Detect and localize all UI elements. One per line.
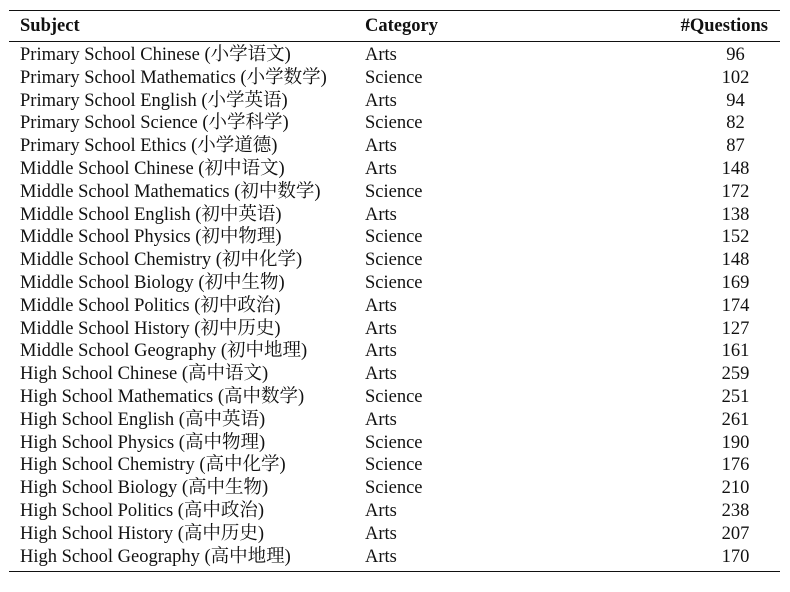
table-row — [9, 363, 780, 386]
cell-category: Science — [365, 432, 423, 453]
table-row — [9, 477, 780, 500]
cell-category: Arts — [365, 204, 397, 225]
table-row — [9, 135, 780, 158]
table-row — [9, 386, 780, 409]
cell-questions: 238 — [721, 500, 750, 521]
cell-category: Arts — [365, 523, 397, 544]
subject-table — [9, 10, 780, 572]
cell-category: Arts — [365, 158, 397, 179]
table-row — [9, 90, 780, 113]
cell-category: Arts — [365, 90, 397, 111]
cell-subject: Middle School Politics (初中政治) — [20, 295, 281, 316]
header-questions: #Questions — [635, 11, 780, 42]
table-row — [9, 340, 780, 363]
cell-subject: Middle School Geography (初中地理) — [20, 341, 308, 362]
cell-questions: 87 — [726, 136, 745, 157]
table-row — [9, 318, 780, 341]
cell-subject: Middle School History (初中历史) — [20, 318, 281, 339]
cell-subject: High School Biology (高中生物) — [20, 478, 269, 499]
table-row — [9, 67, 780, 90]
cell-subject: High School English (高中英语) — [20, 409, 266, 430]
table-row — [9, 42, 780, 67]
cell-questions: 170 — [721, 546, 750, 567]
table-row — [9, 523, 780, 546]
data-table — [9, 11, 780, 571]
cell-questions: 190 — [721, 432, 750, 453]
cell-subject: Primary School Chinese (小学语文) — [20, 45, 291, 65]
cell-questions: 169 — [721, 272, 750, 293]
cell-subject: Middle School Mathematics (初中数学) — [20, 181, 321, 202]
cell-category: Science — [365, 250, 423, 271]
table-row — [9, 249, 780, 272]
table-row — [9, 432, 780, 455]
cell-questions: 174 — [721, 295, 750, 316]
cell-subject: Primary School English (小学英语) — [20, 90, 288, 111]
cell-questions: 176 — [721, 455, 750, 476]
cell-category: Arts — [365, 136, 397, 157]
cell-category: Arts — [365, 318, 397, 339]
cell-questions: 138 — [721, 204, 750, 225]
cell-questions: 259 — [721, 364, 750, 385]
cell-questions: 148 — [721, 250, 750, 271]
table-row — [9, 546, 780, 572]
cell-questions: 152 — [721, 227, 750, 248]
cell-category: Arts — [365, 364, 397, 385]
cell-category: Arts — [365, 341, 397, 362]
table-row — [9, 226, 780, 249]
cell-category: Arts — [365, 500, 397, 521]
table-row — [9, 409, 780, 432]
cell-questions: 207 — [721, 523, 750, 544]
cell-subject: Middle School English (初中英语) — [20, 204, 282, 225]
cell-category: Arts — [365, 546, 397, 567]
table-row — [9, 204, 780, 227]
cell-questions: 251 — [721, 386, 750, 407]
cell-subject: High School Chinese (高中语文) — [20, 364, 269, 385]
cell-category: Science — [365, 478, 423, 499]
cell-subject: Middle School Chemistry (初中化学) — [20, 250, 303, 271]
cell-subject: High School Politics (高中政治) — [20, 500, 265, 521]
cell-category: Arts — [365, 45, 397, 65]
cell-subject: Primary School Science (小学科学) — [20, 113, 289, 134]
cell-questions: 82 — [726, 113, 745, 134]
cell-subject: Middle School Chinese (初中语文) — [20, 158, 285, 179]
cell-category: Science — [365, 181, 423, 202]
cell-questions: 261 — [721, 409, 750, 430]
table-row — [9, 181, 780, 204]
cell-category: Science — [365, 227, 423, 248]
cell-subject: High School Geography (高中地理) — [20, 546, 291, 567]
table-row — [9, 158, 780, 181]
cell-subject: High School History (高中历史) — [20, 523, 265, 544]
cell-questions: 102 — [721, 67, 750, 88]
cell-questions: 161 — [721, 341, 750, 362]
cell-category: Science — [365, 67, 423, 88]
cell-subject: High School Mathematics (高中数学) — [20, 386, 305, 407]
cell-subject: High School Chemistry (高中化学) — [20, 455, 286, 476]
cell-subject: Primary School Ethics (小学道德) — [20, 136, 278, 157]
header-row — [9, 11, 780, 42]
table-row — [9, 454, 780, 477]
cell-questions: 148 — [721, 158, 750, 179]
cell-category: Science — [365, 455, 423, 476]
cell-category: Science — [365, 113, 423, 134]
cell-subject: Middle School Physics (初中物理) — [20, 227, 282, 248]
cell-questions: 210 — [721, 478, 750, 499]
table-row — [9, 112, 780, 135]
table-row — [9, 272, 780, 295]
cell-questions: 172 — [721, 181, 750, 202]
table-bottom-rule — [9, 571, 780, 572]
table-row — [9, 295, 780, 318]
cell-category: Science — [365, 386, 423, 407]
cell-questions: 127 — [721, 318, 750, 339]
header-category: Category — [355, 11, 635, 42]
cell-category: Arts — [365, 409, 397, 430]
cell-questions: 94 — [726, 90, 745, 111]
header-subject: Subject — [9, 11, 355, 42]
cell-category: Arts — [365, 295, 397, 316]
cell-subject: Middle School Biology (初中生物) — [20, 272, 285, 293]
table-body — [9, 42, 780, 572]
cell-subject: Primary School Mathematics (小学数学) — [20, 67, 327, 88]
cell-subject: High School Physics (高中物理) — [20, 432, 266, 453]
cell-questions: 96 — [726, 45, 745, 65]
cell-category: Science — [365, 272, 423, 293]
table-row — [9, 500, 780, 523]
